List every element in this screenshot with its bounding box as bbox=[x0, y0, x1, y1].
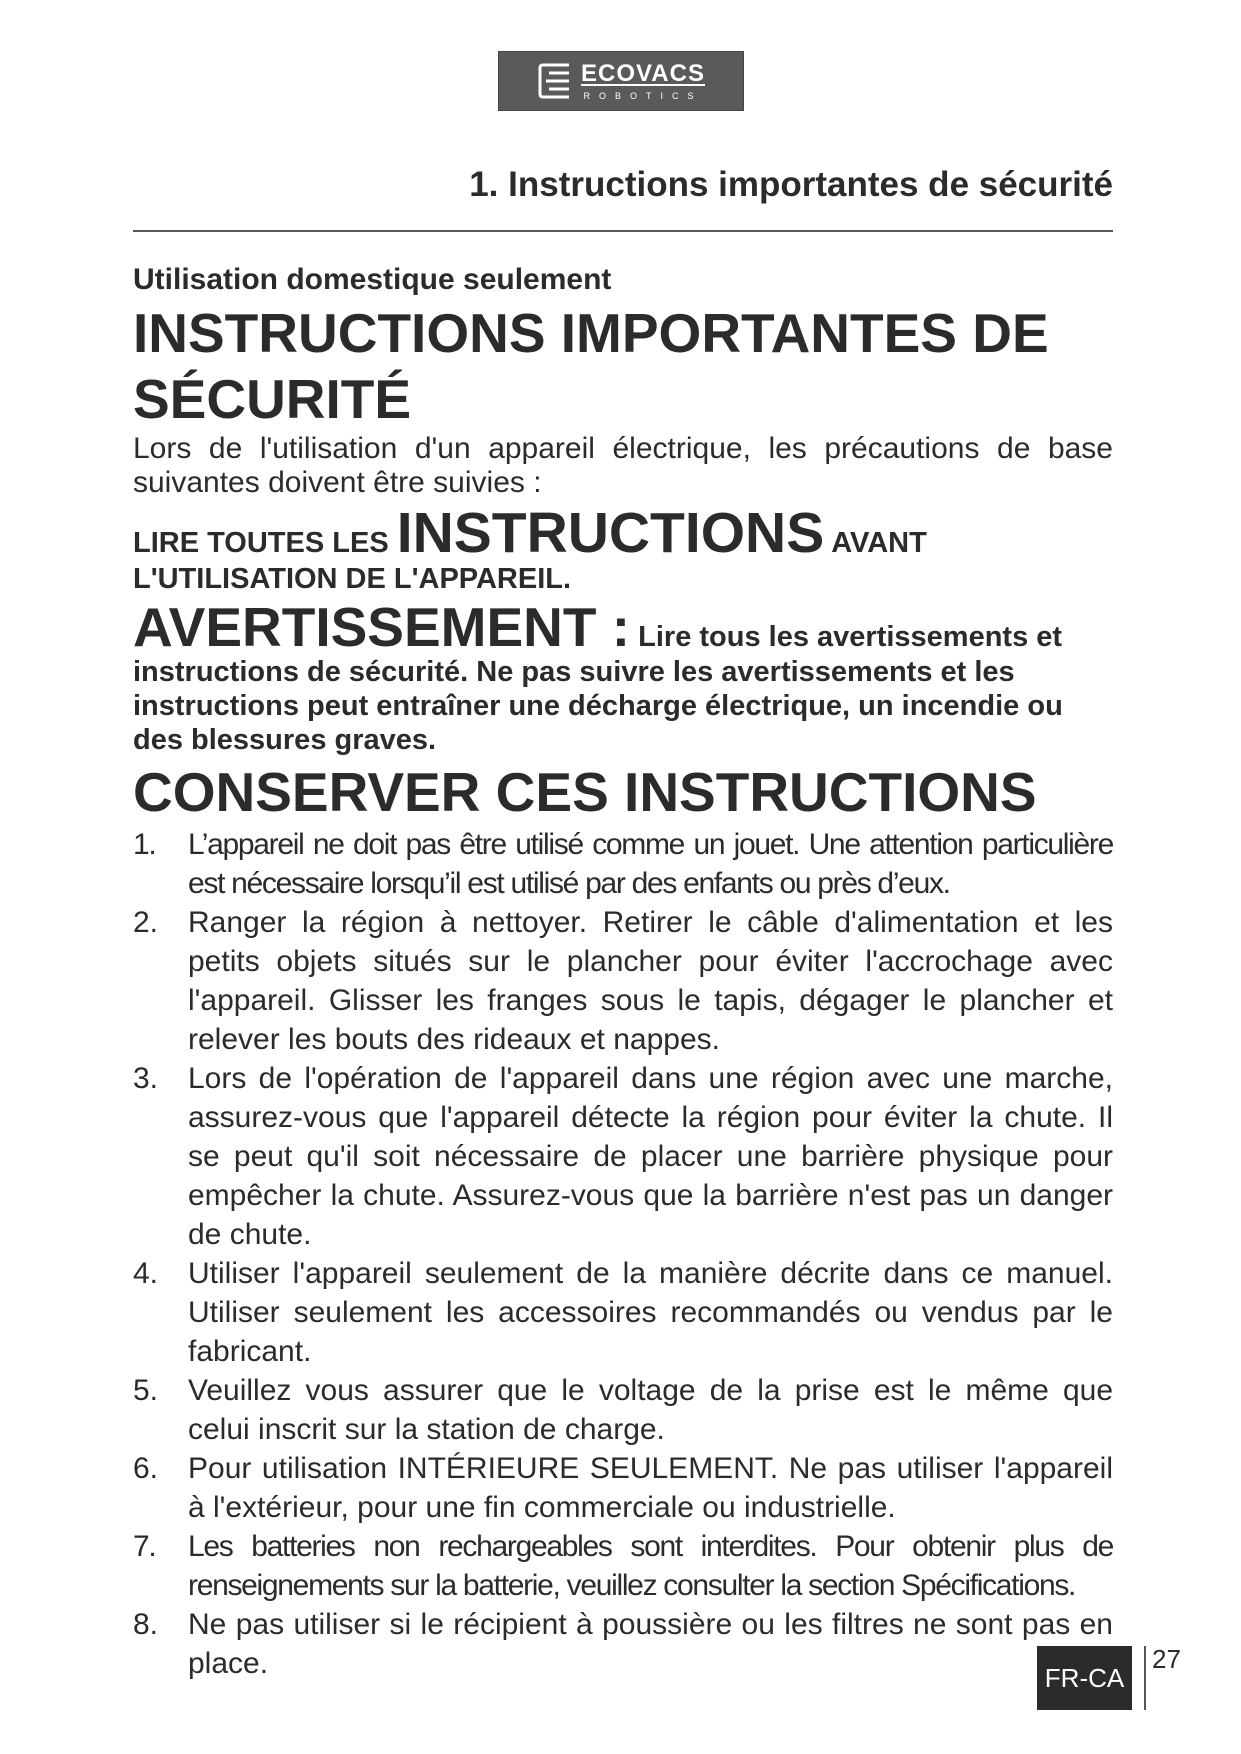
language-badge: FR-CA bbox=[1037, 1646, 1132, 1710]
save-instructions-heading: CONSERVER CES INSTRUCTIONS bbox=[133, 761, 1037, 823]
read-emphasis: INSTRUCTIONS bbox=[396, 501, 825, 565]
list-item: 3. Lors de l'opération de l'appareil dans une région avec une marche, assurez-vous que l'appareil détecte la région pour éviter la chute. Il se peut qu'il soit nécessaire de placer une barrière physique pour empêcher la chute. Assurez-vous que la barrière n'est pas un danger de chute. bbox=[133, 1062, 1113, 1251]
list-item: 8. Ne pas utiliser si le récipient à poussière ou les filtres ne sont pas en place. bbox=[133, 1608, 1113, 1680]
list-item: 7. Les batteries non rechargeables sont interdites. Pour obtenir plus de renseignements sur la batterie, veuillez consulter la section Spécifications. bbox=[133, 1530, 1113, 1602]
safety-list bbox=[133, 825, 1113, 1683]
warning-text: Lire tous les avertissements et instructions de sécurité. Ne pas suivre les avertissements et les instructions peut entraîner une décharge électrique, un incendie ou des blessures graves. bbox=[133, 621, 1063, 756]
list-item: 4. Utiliser l'appareil seulement de la manière décrite dans ce manuel. Utiliser seulement les accessoires recommandés ou vendus par le fabricant. bbox=[133, 1257, 1113, 1368]
read-prefix: LIRE TOUTES LES bbox=[133, 527, 389, 559]
intro-text: Lors de l'utilisation d'un appareil électrique, les précautions de base suivantes doivent être suivies : bbox=[133, 432, 1113, 499]
warning-notice bbox=[133, 596, 1113, 757]
list-item: 1. L’appareil ne doit pas être utilisé comme un jouet. Une attention particulière est nécessaire lorsqu’il est utilisé par des enfants ou près d’eux. bbox=[133, 828, 1113, 900]
list-item: 2. Ranger la région à nettoyer. Retirer le câble d'alimentation et les petits objets situés sur le plancher pour éviter l'accrochage avec l'appareil. Glisser les franges sous le tapis, dégager le plancher et relever les bouts des rideaux et nappes. bbox=[133, 906, 1113, 1056]
list-item: 6. Pour utilisation INTÉRIEURE SEULEMENT. Ne pas utiliser l'appareil à l'extérieur, pour une fin commerciale ou industrielle. bbox=[133, 1452, 1113, 1524]
main-heading: INSTRUCTIONS IMPORTANTES DE SÉCURITÉ bbox=[133, 302, 1049, 430]
ecovacs-logo bbox=[498, 51, 744, 111]
warning-label: AVERTISSEMENT : bbox=[133, 596, 631, 658]
read-suffix: AVANT L'UTILISATION DE L'APPAREIL. bbox=[133, 527, 927, 595]
page-number: 27 bbox=[1152, 1644, 1181, 1674]
logo-brand: ECOVACS bbox=[581, 59, 705, 87]
divider bbox=[133, 230, 1113, 232]
ecovacs-e-logo-icon bbox=[537, 62, 571, 100]
section-title: 1. Instructions importantes de sécurité bbox=[469, 165, 1113, 204]
read-instructions-notice bbox=[133, 501, 1113, 597]
logo-sub: ROBOTICS bbox=[583, 90, 703, 101]
page-content bbox=[133, 262, 1113, 1683]
list-item: 5. Veuillez vous assurer que le voltage de la prise est le même que celui inscrit sur la station de charge. bbox=[133, 1374, 1113, 1446]
logo-wordmark bbox=[581, 59, 705, 101]
footer-divider bbox=[1144, 1646, 1146, 1710]
usage-note: Utilisation domestique seulement bbox=[133, 263, 612, 296]
